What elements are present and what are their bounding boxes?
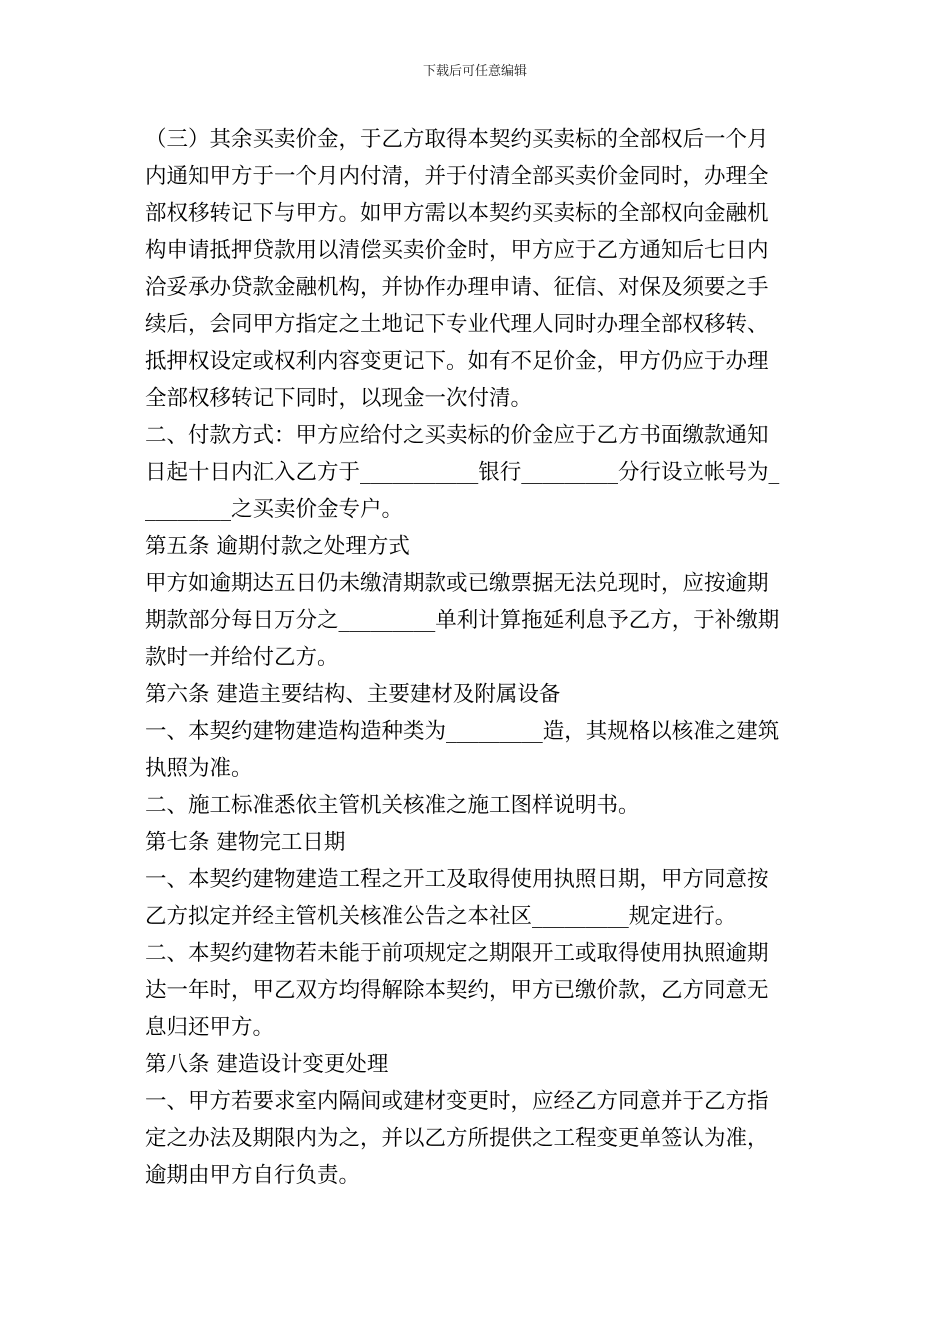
text-line: 期款部分每日万分之_________单利计算拖延利息予乙方，于补缴期 <box>145 608 780 633</box>
text-line: 逾期由甲方自行负责。 <box>145 1163 361 1188</box>
section-heading: 第八条 建造设计变更处理 <box>145 1052 389 1077</box>
text-line: 部权移转记下与甲方。如甲方需以本契约买卖标的全部权向金融机 <box>145 201 769 226</box>
text-line: 定之办法及期限内为之，并以乙方所提供之工程变更单签认为准， <box>145 1126 769 1151</box>
text-line: 执照为准。 <box>145 756 253 781</box>
text-line: 日起十日内汇入乙方于___________银行_________分行设立帐号为_ <box>145 460 780 485</box>
text-line: 款时一并给付乙方。 <box>145 645 339 670</box>
text-line: 内通知甲方于一个月内付清，并于付清全部买卖价金同时，办理全 <box>145 164 769 189</box>
page-header: 下载后可任意编辑 <box>422 64 527 79</box>
text-line: 一、甲方若要求室内隔间或建材变更时，应经乙方同意并于乙方指 <box>145 1089 769 1114</box>
section-heading: 第七条 建物完工日期 <box>145 830 346 855</box>
text-line: 全部权移转记下同时，以现金一次付清。 <box>145 386 533 411</box>
text-line: 乙方拟定并经主管机关核准公告之本社区_________规定进行。 <box>145 904 737 929</box>
text-line: 达一年时，甲乙双方均得解除本契约，甲方已缴价款，乙方同意无 <box>145 978 769 1003</box>
text-line: 洽妥承办贷款金融机构，并协作办理申请、征信、对保及须要之手 <box>145 275 769 300</box>
text-line: 续后，会同甲方指定之土地记下专业代理人同时办理全部权移转、 <box>145 312 769 337</box>
section-heading: 第六条 建造主要结构、主要建材及附属设备 <box>145 682 561 707</box>
section-heading: 第五条 逾期付款之处理方式 <box>145 534 410 559</box>
text-line: 抵押权设定或权利内容变更记下。如有不足价金，甲方仍应于办理 <box>145 349 769 374</box>
text-line: ________之买卖价金专户。 <box>145 497 404 522</box>
text-line: 一、本契约建物建造构造种类为_________造，其规格以核准之建筑 <box>145 719 780 744</box>
text-line: 二、付款方式：甲方应给付之买卖标的价金应于乙方书面缴款通知 <box>145 423 769 448</box>
text-line: 二、施工标准悉依主管机关核准之施工图样说明书。 <box>145 793 640 818</box>
document-body <box>145 121 810 1194</box>
text-line: 构申请抵押贷款用以清偿买卖价金时，甲方应于乙方通知后七日内 <box>145 238 769 263</box>
text-line: 甲方如逾期达五日仍未缴清期款或已缴票据无法兑现时，应按逾期 <box>145 571 769 596</box>
text-line: （三）其余买卖价金，于乙方取得本契约买卖标的全部权后一个月 <box>145 127 769 152</box>
text-line: 二、本契约建物若未能于前项规定之期限开工或取得使用执照逾期 <box>145 941 769 966</box>
text-line: 息归还甲方。 <box>145 1015 275 1040</box>
text-line: 一、本契约建物建造工程之开工及取得使用执照日期，甲方同意按 <box>145 867 769 892</box>
